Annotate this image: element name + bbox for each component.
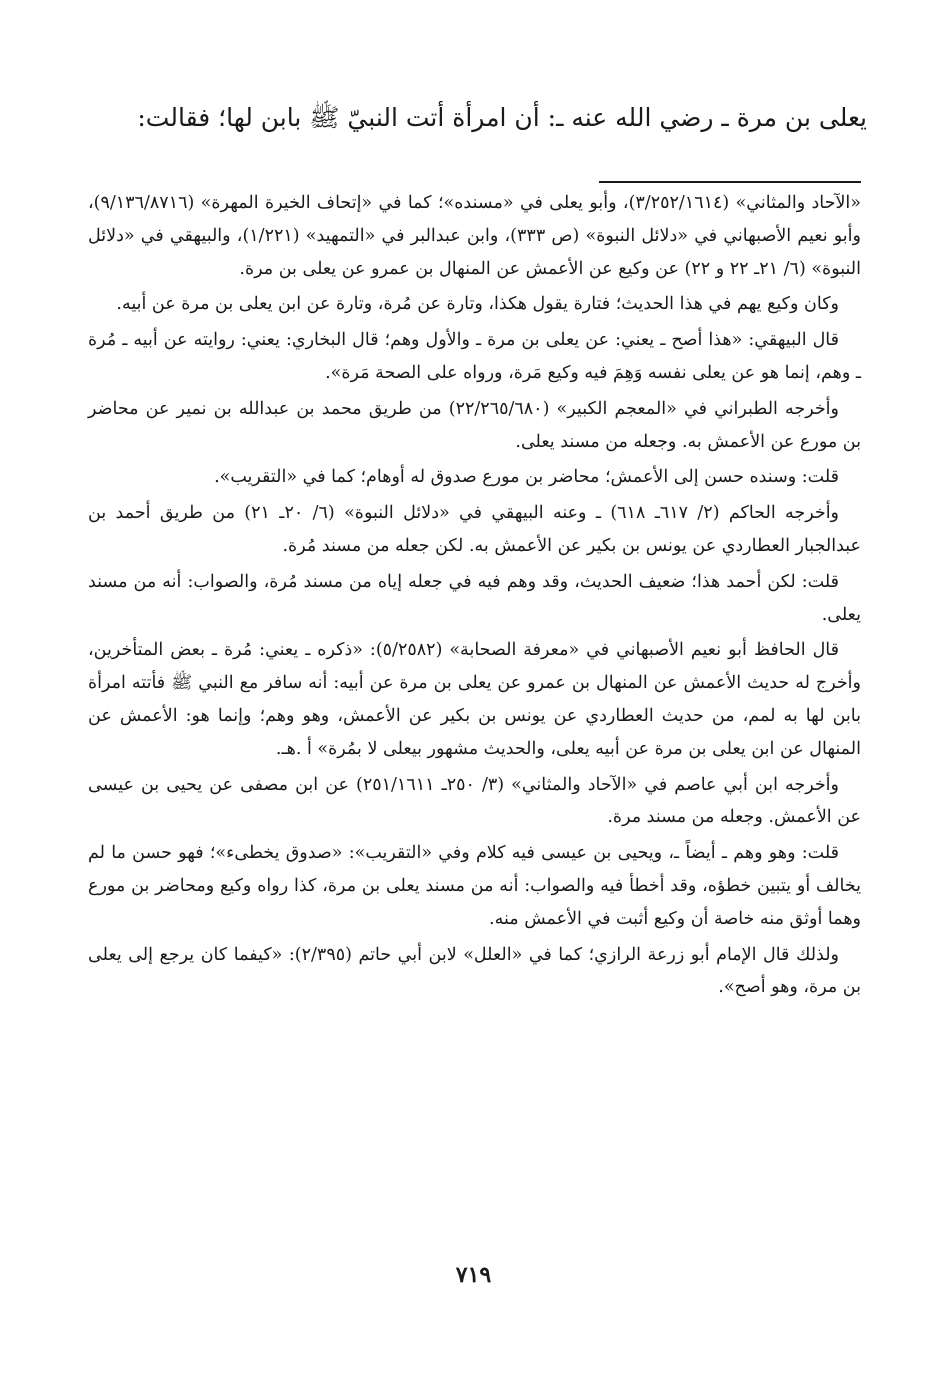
footnote-paragraph: وكان وكيع يهم في هذا الحديث؛ فتارة يقول هكذا، وتارة عن مُرة، وتارة عن ابن يعلى بن مرة عن أبيه.	[116, 294, 839, 315]
main-text-line: يعلى بن مرة ـ رضي الله عنه ـ: أن امرأة أتت النبيّ ﷺ بابن لها؛ فقالت:	[137, 103, 867, 132]
footnote-paragraph: وأخرجه الطبراني في «المعجم الكبير» (٢٢/٢٦٥/٦٨٠) من طريق محمد بن عبدالله بن نمير عن محاضر بن مورع عن الأعمش به. وجعله من مسند يعلى.	[88, 398, 861, 452]
footnote-paragraph: «الآحاد والمثاني» (٣/٢٥٢/١٦١٤)، وأبو يعلى في «مسنده»؛ كما في «إتحاف الخيرة المهرة» (٩/١٣٦/٨٧١٦)، وأبو نعيم الأصبهاني في «دلائل النبوة» (ص ٣٣٣)، وابن عبدالبر في «التمهيد» (١/٢٢١)، والبيهقي في «دلائل النبوة» (٦/ ٢١ـ ٢٢ و ٢٢) عن وكيع عن الأعمش عن المنهال بن عمرو عن يعلى بن مرة.	[88, 193, 862, 279]
footnote-paragraph: قلت: لكن أحمد هذا؛ ضعيف الحديث، وقد وهم فيه في جعله إياه من مسند مُرة، والصواب: أنه من مسند يعلى.	[88, 571, 861, 625]
footnote-paragraph: قلت: وسنده حسن إلى الأعمش؛ محاضر بن مورع صدوق له أوهام؛ كما في «التقريب».	[214, 467, 839, 488]
footnote-separator	[599, 181, 861, 183]
footnote-paragraph: وأخرجه ابن أبي عاصم في «الآحاد والمثاني» (٣/ ٢٥٠ـ ٢٥١/١٦١١) عن ابن مصفى عن يحيى بن عيسى عن الأعمش. وجعله من مسند مرة.	[88, 774, 861, 828]
footnote-paragraph: ولذلك قال الإمام أبو زرعة الرازي؛ كما في «العلل» لابن أبي حاتم (٢/٣٩٥): «كيفما كان يرجع إلى يعلى بن مرة، وهو أصح».	[88, 944, 861, 998]
page-number: ٧١٩	[455, 1262, 492, 1288]
footnote-paragraph: قلت: وهو وهم ـ أيضاً ـ، ويحيى بن عيسى فيه كلام وفي «التقريب»: «صدوق يخطىء»؛ فهو حسن ما لم يخالف أو يتبين خطؤه، وقد أخطأ فيه والصواب: أنه من مسند يعلى بن مرة، كذا رواه وكيع ومحاضر بن مورع وهما أوثق منه خاصة أن وكيع أثبت في الأعمش منه.	[88, 843, 861, 929]
footnote-paragraph: وأخرجه الحاكم (٢/ ٦١٧ـ ٦١٨) ـ وعنه البيهقي في «دلائل النبوة» (٦/ ٢٠ـ ٢١) من طريق أحمد بن عبدالجبار العطاردي عن يونس بن بكير عن الأعمش به. لكن جعله من مسند مُرة.	[88, 503, 861, 556]
footnote-paragraph: قال البيهقي: «هذا أصح ـ يعني: عن يعلى بن مرة ـ والأول وهم؛ قال البخاري: يعني: روايته عن أبيه ـ مُرة ـ وهم، إنما هو عن يعلى نفسه وَهِمَ فيه وكيع مَرة، ورواه على الصحة مَرة».	[88, 330, 861, 383]
footnotes-section	[88, 187, 861, 1007]
footnote-paragraph: قال الحافظ أبو نعيم الأصبهاني في «معرفة الصحابة» (٥/٢٥٨٢): «ذكره ـ يعني: مُرة ـ بعض المتأخرين، وأخرج له حديث الأعمش عن المنهال بن عمرو عن يعلى بن مرة عن أبيه: أنه سافر مع النبي ﷺ فأتته امرأة بابن لها به لمم، من حديث العطاردي عن يونس بن بكير عن الأعمش، وهو وهم؛ وإنما هو: الأعمش عن المنهال عن ابن يعلى بن مرة عن أبيه يعلى، والحديث مشهور بيعلى لا بمُرة» أ .هـ.	[88, 640, 861, 759]
